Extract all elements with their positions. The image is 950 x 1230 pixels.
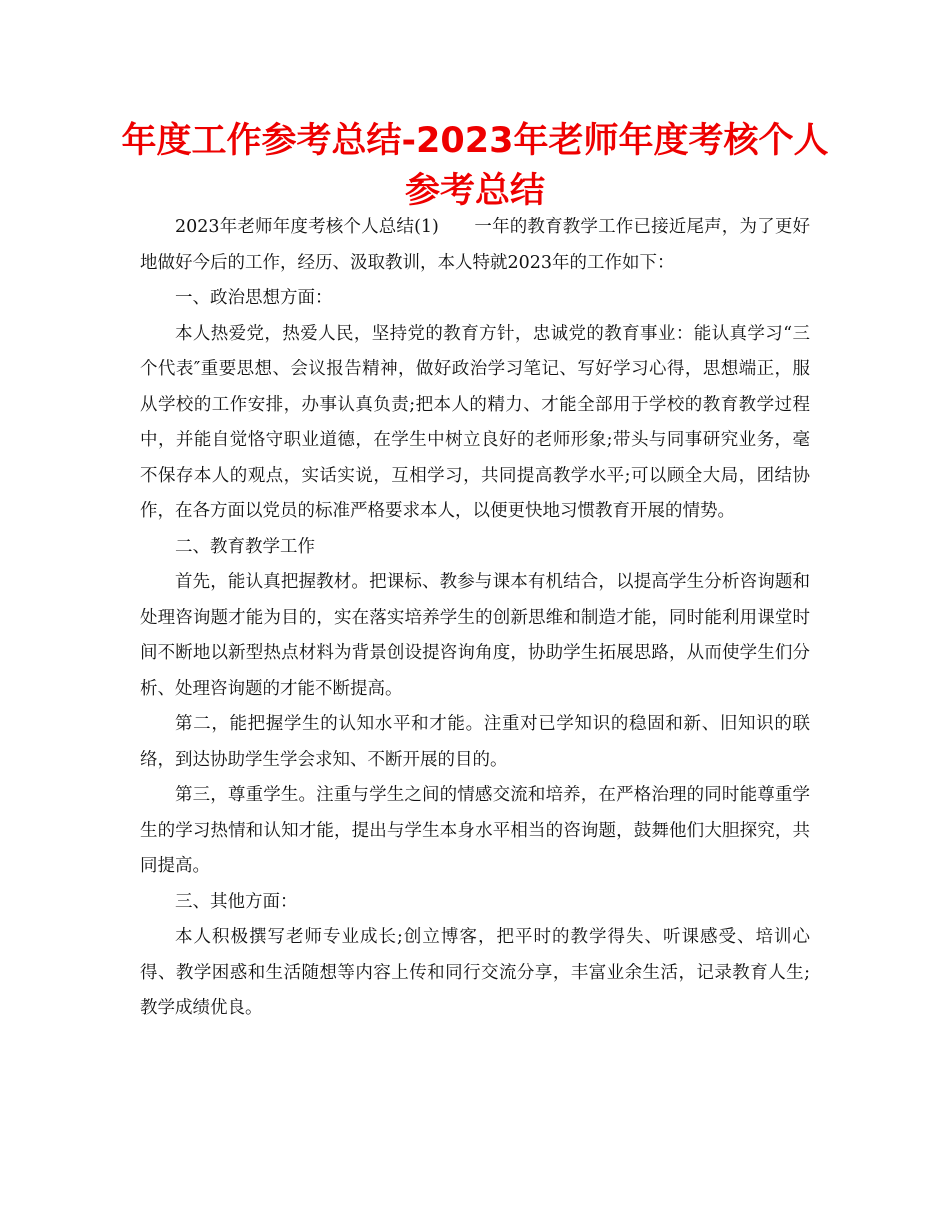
paragraph-other: 本人积极撰写老师专业成长;创立博客，把平时的教学得失、听课感受、培训心得、教学困惑和生活随想等内容上传和同行交流分享，丰富业余生活，记录教育人生;教学成绩优良。 — [140, 927, 810, 1018]
document-title: 年度工作参考总结-2023年老师年度考核个人参考总结 — [121, 121, 829, 211]
paragraph-intro: 2023年老师年度考核个人总结(1) 一年的教育教学工作已接近尾声，为了更好地做好今后的工作，经历、汲取教训，本人特就2023年的工作如下： — [140, 217, 810, 273]
paragraph-political: 本人热爱党，热爱人民，坚持党的教育方针，忠诚党的教育事业：能认真学习“三个代表″重要思想、会议报告精神，做好政治学习笔记、写好学习心得，思想端正，服从学校的工作安排，办事认真负责;把本人的精力、才能全部用于学校的教育教学过程中，并能自觉恪守职业道德，在学生中树立良好的老师形象;带头与同事研究业务，毫不保存本人的观点，实话实说，互相学习，共同提高教学水平;可以顾全大局，团结协作，在各方面以党员的标准严格要求本人，以便更快地习惯教育开展的情势。 — [140, 323, 810, 521]
heading-other: 三、其他方面： — [175, 891, 298, 912]
heading-teaching: 二、教育教学工作 — [175, 536, 315, 557]
heading-political: 一、政治思想方面： — [175, 288, 333, 308]
document-body — [140, 210, 810, 1027]
paragraph-teaching-third: 第三，尊重学生。注重与学生之间的情感交流和培养，在严格治理的同时能尊重学生的学习热情和认知才能，提出与学生本身水平相当的咨询题，鼓舞他们大胆探究，共同提高。 — [140, 785, 810, 876]
paragraph-teaching-second: 第二，能把握学生的认知水平和才能。注重对已学知识的稳固和新、旧知识的联络，到达协助学生学会求知、不断开展的目的。 — [140, 714, 810, 770]
paragraph-teaching-first: 首先，能认真把握教材。把课标、教参与课本有机结合，以提高学生分析咨询题和处理咨询题才能为目的，实在落实培养学生的创新思维和制造才能，同时能利用课堂时间不断地以新型热点材料为背景创设提咨询角度，协助学生拓展思路，从而使学生们分析、处理咨询题的才能不断提高。 — [140, 572, 810, 699]
